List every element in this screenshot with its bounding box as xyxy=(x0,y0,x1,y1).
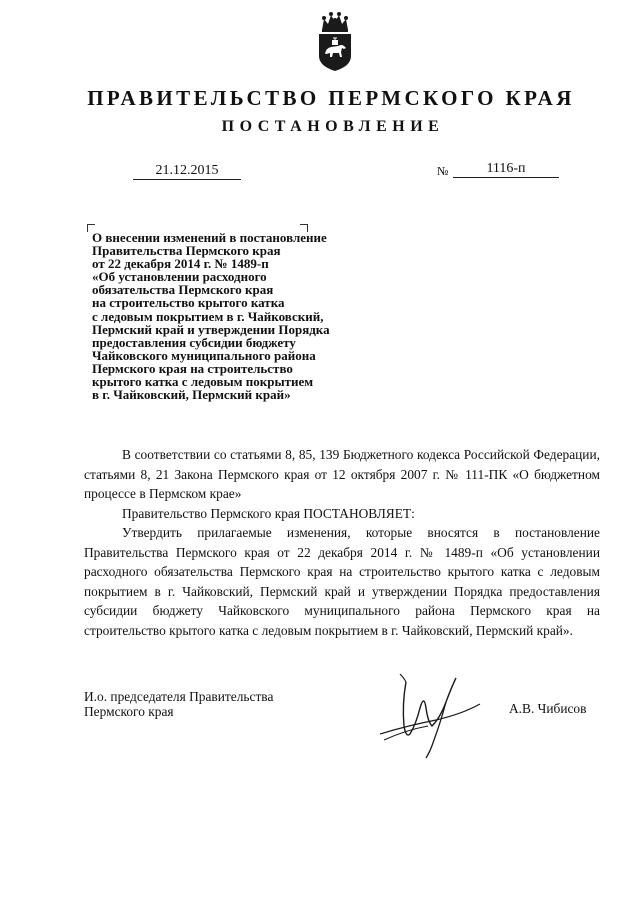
body-paragraph-resolves: Правительство Пермского края ПОСТАНОВЛЯЕТ: xyxy=(122,505,415,521)
signatory-name: А.В. Чибисов xyxy=(509,701,587,716)
signatory-title-line: И.о. председателя Правительства xyxy=(84,689,274,704)
document-type: ПОСТАНОВЛЕНИЕ xyxy=(221,118,445,135)
subject-line: на строительство крытого катка xyxy=(92,295,285,311)
government-title: ПРАВИТЕЛЬСТВО ПЕРМСКОГО КРАЯ xyxy=(87,86,575,110)
subject-line: от 22 декабря 2014 г. № 1489-п xyxy=(92,256,269,272)
handwritten-signature xyxy=(376,664,486,760)
coat-of-arms-icon xyxy=(314,10,356,72)
subject-line: обязательства Пермского края xyxy=(92,282,274,298)
body-paragraph-legal-basis: В соответствии со статьями 8, 85, 139 Бюджетного кодекса Российской Федерации, статьями 8, 21 Закона Пермского края от 12 октября 2007 г. № 111-ПК «О бюджетном процессе в Пермском крае» xyxy=(84,447,600,501)
signatory-title xyxy=(84,689,273,719)
subject-line: предоставления субсидии бюджету xyxy=(92,334,296,350)
subject-line: с ледовым покрытием в г. Чайковский, xyxy=(92,308,324,324)
subject-line: Пермского края на строительство xyxy=(92,360,293,376)
body-paragraph-decision: Утвердить прилагаемые изменения, которые вносятся в постановление Правительства Пермского края от 22 декабря 2014 г. № 1489-п «Об установлении расходного обязательства Пермского края на строительство крытого катка с ледовым покрытием в г. Чайковский, Пермский край и утверждении Порядка предоставления субсидии бюджету Чайковского муниципального района Пермского края на строительство крытого катка с ледовым покрытием в г. Чайковский, Пермский край». xyxy=(84,525,600,638)
subject-line: О внесении изменений в постановление xyxy=(92,230,327,245)
document-subject xyxy=(92,231,392,401)
document-date: 21.12.2015 xyxy=(133,162,241,180)
signatory-title-line: Пермского края xyxy=(84,704,174,719)
document-number: 1116-п xyxy=(453,160,559,178)
subject-line: «Об установлении расходного xyxy=(92,269,267,285)
subject-line: Чайковского муниципального района xyxy=(92,347,316,363)
subject-line: Пермский край и утверждении Порядка xyxy=(92,321,330,337)
document-body xyxy=(84,445,600,640)
subject-line: в г. Чайковский, Пермский край» xyxy=(92,387,291,403)
subject-line: крытого катка с ледовым покрытием xyxy=(92,374,314,390)
subject-line: Правительства Пермского края xyxy=(92,243,281,259)
number-sign: № xyxy=(437,164,449,178)
